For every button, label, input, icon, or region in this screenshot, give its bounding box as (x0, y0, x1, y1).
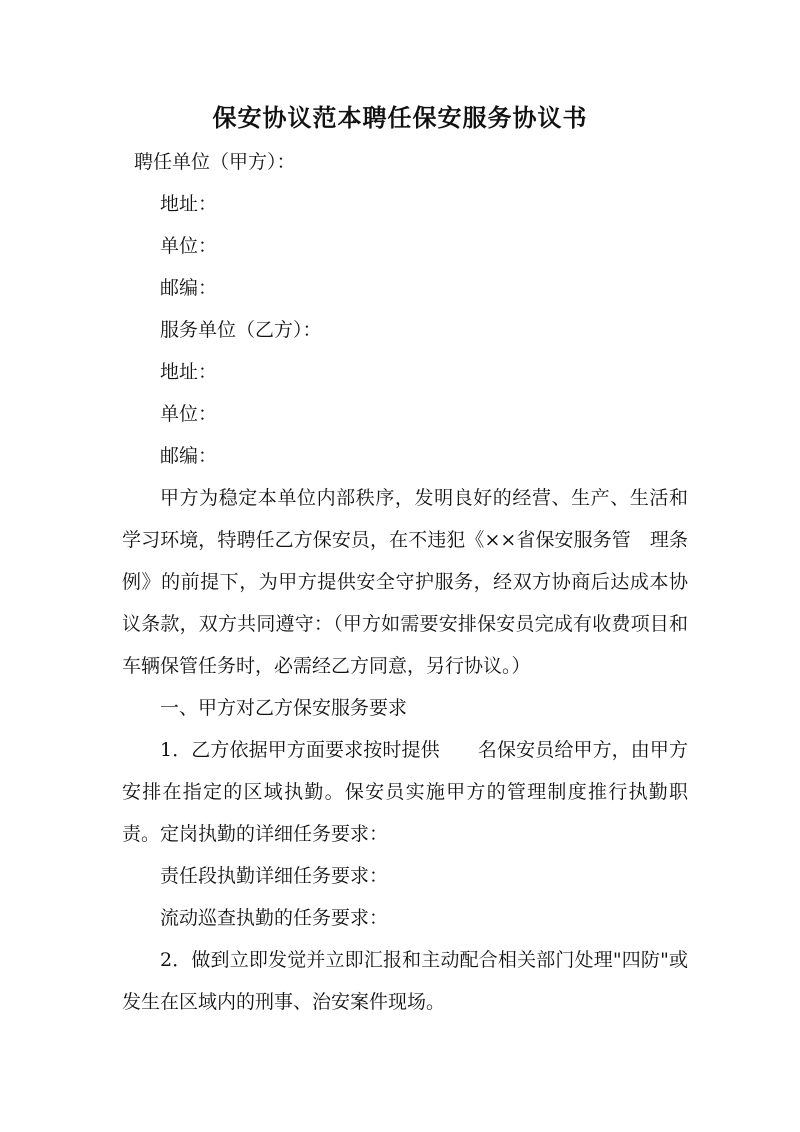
party-b-heading: 服务单位（乙方）： (160, 319, 322, 341)
party-a-heading: 聘任单位（甲方）： (134, 151, 296, 173)
party-a-unit-label: 单位： (160, 235, 218, 257)
party-a-address-label: 地址： (160, 193, 218, 215)
section-1-heading: 一、甲方对乙方保安服务要求 (160, 697, 408, 719)
party-b-postcode-label: 邮编： (160, 445, 218, 467)
party-a-postcode-label: 邮编： (160, 277, 218, 299)
section-post-requirements: 责任段执勤详细任务要求： (160, 865, 389, 887)
patrol-post-requirements: 流动巡查执勤的任务要求： (160, 907, 389, 929)
preamble-paragraph: 甲方为稳定本单位内部秩序，发明良好的经营、生产、生活和学习环境，特聘任乙方保安员，在不违犯《××省保安服务管 理条例》的前提下，为甲方提供安全守护服务，经双方协商后达成本协议条款，双方共同遵守：（甲方如需要安排保安员完成有收费项目和车辆保管任务时，必需经乙方同意，另行协议。） (122, 487, 688, 677)
document-title: 保安协议范本聘任保安服务协议书 (212, 103, 588, 132)
fixed-post-requirements: 定岗执勤的详细任务要求： (160, 823, 389, 845)
party-b-address-label: 地址： (160, 361, 218, 383)
item-1-paragraph: 1．乙方依据甲方面要求按时提供 名保安员给甲方，由甲方安排在指定的区域执勤。保安员实施甲方的管理制度推行执勤职责。 (122, 739, 688, 845)
item-2-paragraph: 2．做到立即发觉并立即汇报和主动配合相关部门处理"四防"或发生在区域内的刑事、治安案件现场。 (122, 949, 688, 1013)
party-b-unit-label: 单位： (160, 403, 218, 425)
